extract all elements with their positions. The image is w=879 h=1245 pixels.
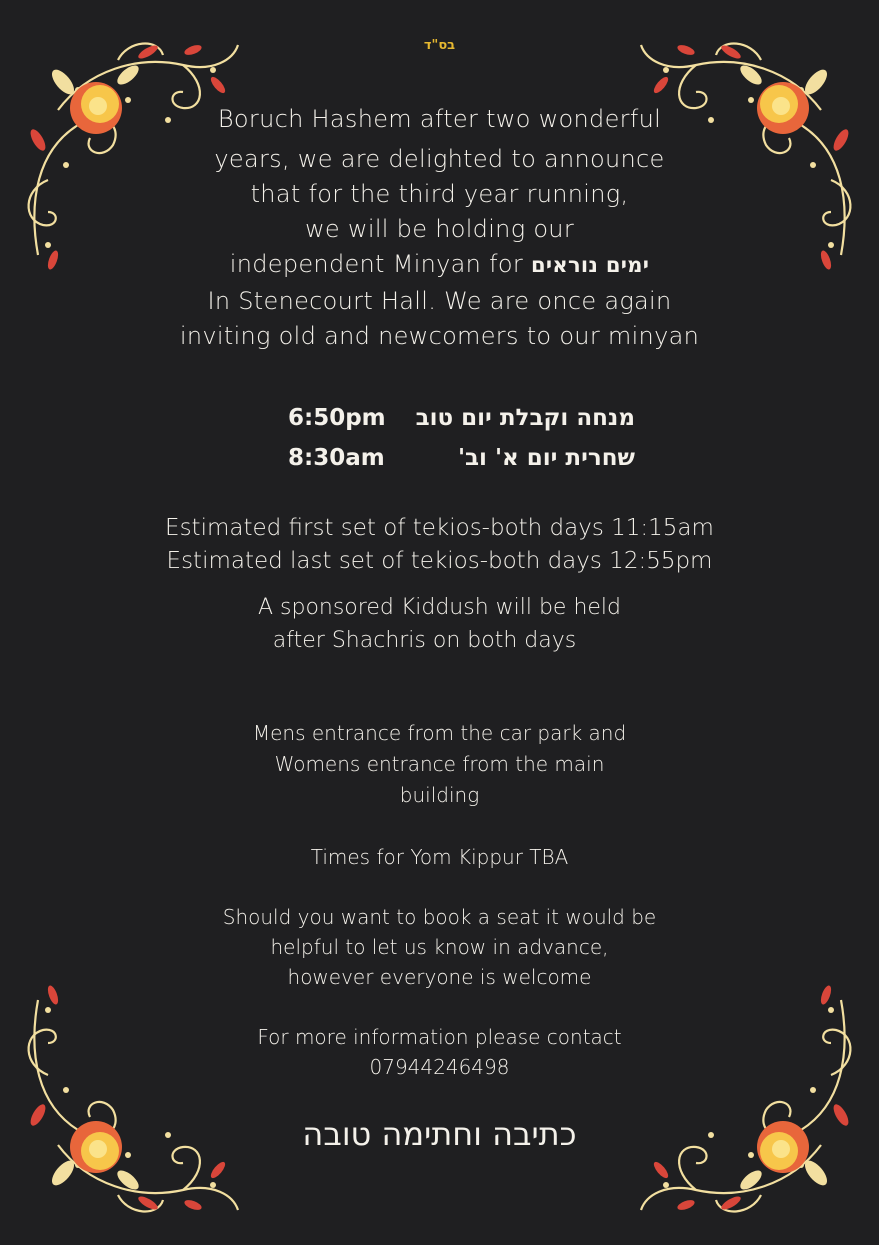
booking-line-3: however everyone is welcome <box>287 965 592 989</box>
intro-line-7: inviting old and newcomers to our minyan <box>179 322 700 350</box>
schedule-time: 6:50pm <box>288 405 386 431</box>
schedule-row <box>0 405 879 439</box>
intro-line-1: Boruch Hashem after two wonderful <box>217 105 662 133</box>
intro-line-4: we will be holding our <box>305 215 574 243</box>
entrance-line-2: Womens entrance from the main <box>274 752 605 776</box>
contact-line: For more information please contact <box>257 1025 622 1049</box>
schedule-label: מנחה וקבלת יום טוב <box>415 405 635 431</box>
intro-line-6: In Stenecourt Hall. We are once again <box>207 287 672 315</box>
intro-line-5 <box>0 250 879 278</box>
yom-kippur-note: Times for Yom Kippur TBA <box>310 845 569 869</box>
kiddush-line-1: A sponsored Kiddush will be held <box>257 595 622 620</box>
tekios-last: Estimated last set of tekios-both days 12:55pm <box>166 548 713 574</box>
bsd-header: בס"ד <box>423 38 456 53</box>
closing-greeting: כתיבה וחתימה טובה <box>302 1115 577 1153</box>
entrance-line-3: building <box>399 783 480 807</box>
intro-line-3: that for the third year running, <box>250 180 629 208</box>
booking-line-2: helpful to let us know in advance, <box>270 935 609 959</box>
floral-ornament-bottom-right <box>621 985 861 1225</box>
booking-line-1: Should you want to book a seat it would be <box>222 905 657 929</box>
schedule-row <box>0 445 879 479</box>
floral-ornament-bottom-left <box>18 985 258 1225</box>
intro-line-2: years, we are delighted to announce <box>214 145 665 173</box>
schedule-label: שחרית יום א' וב' <box>457 445 635 471</box>
contact-phone: 07944246498 <box>369 1055 510 1079</box>
intro-line-5-hebrew: ימים נוראים <box>530 253 650 277</box>
entrance-line-1: Mens entrance from the car park and <box>252 721 627 745</box>
schedule-time: 8:30am <box>288 445 385 471</box>
kiddush-line-2: after Shachris on both days <box>272 628 577 653</box>
intro-line-5-text: independent Minyan for <box>229 250 524 278</box>
tekios-first: Estimated first set of tekios-both days 11:15am <box>165 515 714 541</box>
